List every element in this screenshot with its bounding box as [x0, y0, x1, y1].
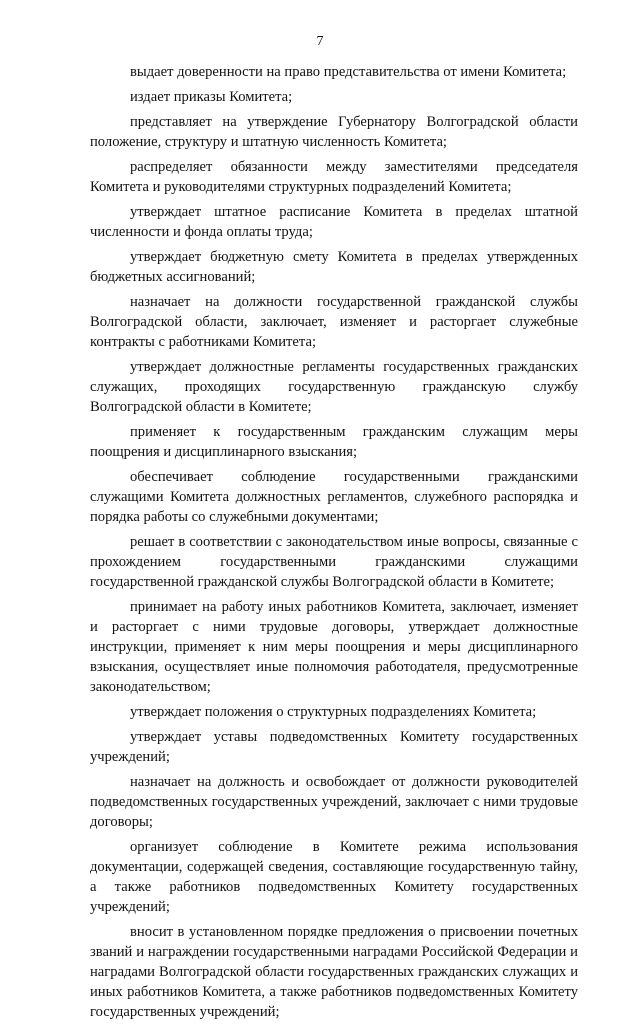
paragraph: представляет на утверждение Губернатору Волгоградской области положение, структуру и штатную численность Комитета; — [90, 114, 578, 150]
paragraph: назначает на должности государственной гражданской службы Волгоградской области, заключает, изменяет и расторгает служебные контракты с работниками Комитета; — [90, 294, 578, 350]
page-number: 7 — [316, 34, 324, 49]
paragraph: решает в соответствии с законодательством иные вопросы, связанные с прохождением государственными гражданскими служащими государственной гражданской службы Волгоградской области в Комитете; — [90, 534, 578, 590]
paragraph: применяет к государственным гражданским служащим меры поощрения и дисциплинарного взыскания; — [90, 424, 578, 460]
paragraph: распределяет обязанности между заместителями председателя Комитета и руководителями структурных подразделений Комитета; — [90, 159, 578, 195]
paragraph: организует соблюдение в Комитете режима использования документации, содержащей сведения, составляющие государственную тайну, а также работников подведомственных Комитету государственных учреждений; — [90, 839, 578, 915]
paragraph: обеспечивает соблюдение государственными гражданскими служащими Комитета должностных регламентов, служебного распорядка и порядка работы со служебными документами; — [90, 469, 578, 525]
paragraph: назначает на должность и освобождает от должности руководителей подведомственных государственных учреждений, заключает с ними трудовые договоры; — [90, 774, 578, 830]
paragraph: утверждает бюджетную смету Комитета в пределах утвержденных бюджетных ассигнований; — [90, 249, 578, 285]
paragraph: выдает доверенности на право представительства от имени Комитета; — [130, 64, 567, 80]
paragraph: утверждает положения о структурных подразделениях Комитета; — [130, 704, 537, 720]
paragraph: принимает на работу иных работников Комитета, заключает, изменяет и расторгает с ними трудовые договоры, утверждает должностные инструкции, применяет к ним меры поощрения и меры дисциплинарного взыскания, осуществляет иные полномочия работодателя, предусмотренные законодательством; — [90, 599, 578, 695]
document-body — [90, 62, 578, 1027]
paragraph: утверждает штатное расписание Комитета в пределах штатной численности и фонда оплаты труда; — [90, 204, 578, 240]
paragraph: вносит в установленном порядке предложения о присвоении почетных званий и награждении государственными наградами Российской Федерации и наградами Волгоградской области государственных гражданских служащих и иных работников Комитета, а также работников подведомственных Комитету государственных учреждений; — [90, 924, 578, 1020]
paragraph: утверждает уставы подведомственных Комитету государственных учреждений; — [90, 729, 578, 765]
paragraph: утверждает должностные регламенты государственных гражданских служащих, проходящих государственную гражданскую службу Волгоградской области в Комитете; — [90, 359, 578, 415]
paragraph: издает приказы Комитета; — [130, 89, 293, 105]
